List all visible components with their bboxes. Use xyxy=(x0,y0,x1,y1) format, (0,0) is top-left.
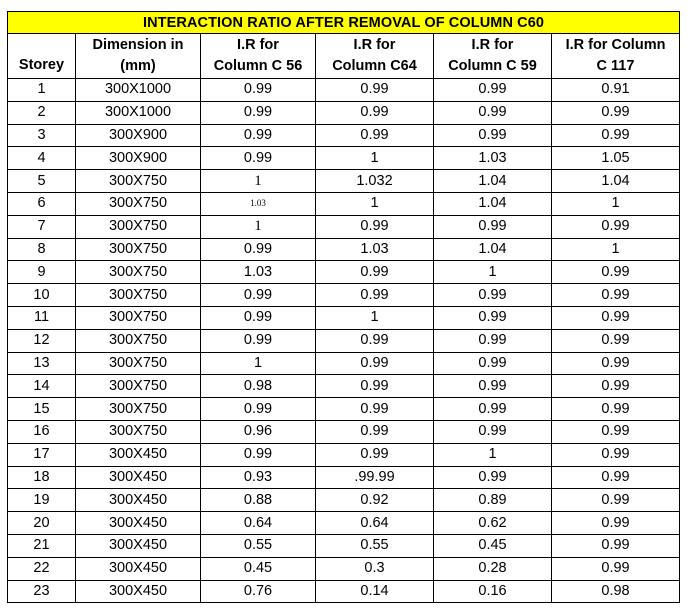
ir-c59-cell: 1 xyxy=(434,443,552,466)
ir-c117-cell: 0.99 xyxy=(552,261,680,284)
ir-c59-cell: 0.16 xyxy=(434,580,552,603)
ir-c117-cell: 0.99 xyxy=(552,284,680,307)
table-row xyxy=(8,375,680,398)
ir-c64-header xyxy=(316,34,434,79)
ir-c56-cell: 0.99 xyxy=(201,101,316,124)
table-row xyxy=(8,329,680,352)
header-row xyxy=(8,34,680,79)
ir-c56-cell: 0.99 xyxy=(201,306,316,329)
ir-c117-cell: 0.91 xyxy=(552,79,680,102)
ir-c117-cell: 0.99 xyxy=(552,443,680,466)
header-line: Column C 56 xyxy=(213,58,303,74)
table-row xyxy=(8,420,680,443)
ir-c59-cell: 0.89 xyxy=(434,489,552,512)
ir-c59-header xyxy=(434,34,552,79)
storey-cell: 2 xyxy=(8,101,76,124)
ir-c64-cell: 0.14 xyxy=(316,580,434,603)
ir-c59-cell: 0.99 xyxy=(434,79,552,102)
ir-c56-cell: 0.99 xyxy=(201,238,316,261)
ir-c59-cell: 0.62 xyxy=(434,512,552,535)
ir-c117-cell: 1 xyxy=(552,238,680,261)
storey-cell: 14 xyxy=(8,375,76,398)
dimension-header xyxy=(76,34,201,79)
ir-c117-cell: 0.99 xyxy=(552,215,680,238)
dimension-cell: 300X450 xyxy=(76,512,201,535)
storey-cell: 17 xyxy=(8,443,76,466)
ir-c117-cell: 0.99 xyxy=(552,466,680,489)
ir-c56-cell: 0.99 xyxy=(201,284,316,307)
header-line: I.R for Column xyxy=(565,37,666,53)
table-container xyxy=(7,11,680,603)
ir-c117-cell: 0.99 xyxy=(552,306,680,329)
ir-c117-cell: 0.99 xyxy=(552,420,680,443)
ir-c117-cell: 1 xyxy=(552,192,680,215)
ir-c64-cell: 0.99 xyxy=(316,352,434,375)
ir-c64-cell: 0.3 xyxy=(316,557,434,580)
ir-c64-cell: 0.99 xyxy=(316,124,434,147)
ir-c56-cell: 0.88 xyxy=(201,489,316,512)
ir-c56-cell: 1.03 xyxy=(201,192,316,215)
table-row xyxy=(8,398,680,421)
storey-cell: 7 xyxy=(8,215,76,238)
dimension-cell: 300X900 xyxy=(76,124,201,147)
storey-cell: 20 xyxy=(8,512,76,535)
storey-cell: 10 xyxy=(8,284,76,307)
dimension-cell: 300X450 xyxy=(76,557,201,580)
ir-c64-cell: 1 xyxy=(316,306,434,329)
table-row xyxy=(8,124,680,147)
dimension-cell: 300X750 xyxy=(76,192,201,215)
ir-c117-cell: 1.04 xyxy=(552,170,680,193)
table-row xyxy=(8,306,680,329)
header-line: I.R for xyxy=(471,37,514,53)
ir-c117-cell: 0.99 xyxy=(552,557,680,580)
ir-c56-cell: 1.03 xyxy=(201,261,316,284)
ir-c59-cell: 1.04 xyxy=(434,170,552,193)
header-line: I.R for xyxy=(237,37,279,53)
dimension-cell: 300X750 xyxy=(76,215,201,238)
table-title: INTERACTION RATIO AFTER REMOVAL OF COLUMN C60 xyxy=(8,12,680,34)
dimension-cell: 300X750 xyxy=(76,329,201,352)
dimension-cell: 300X450 xyxy=(76,534,201,557)
dimension-cell: 300X750 xyxy=(76,238,201,261)
table-row xyxy=(8,534,680,557)
ir-c64-cell: 0.99 xyxy=(316,261,434,284)
ir-c59-cell: 0.28 xyxy=(434,557,552,580)
dimension-cell: 300X750 xyxy=(76,306,201,329)
ir-c59-cell: 0.99 xyxy=(434,420,552,443)
ir-c56-cell: 0.99 xyxy=(201,398,316,421)
title-row xyxy=(8,12,680,34)
ir-c56-cell: 0.98 xyxy=(201,375,316,398)
ir-c64-cell: 0.99 xyxy=(316,215,434,238)
ir-c56-cell: 0.99 xyxy=(201,443,316,466)
storey-cell: 16 xyxy=(8,420,76,443)
storey-cell: 8 xyxy=(8,238,76,261)
ir-c117-cell: 0.99 xyxy=(552,101,680,124)
header-line: (mm) xyxy=(120,58,156,74)
ir-c56-cell: 0.45 xyxy=(201,557,316,580)
ir-c56-cell: 0.99 xyxy=(201,147,316,170)
table-row xyxy=(8,215,680,238)
ir-c117-cell: 0.99 xyxy=(552,352,680,375)
ir-c59-cell: 0.99 xyxy=(434,398,552,421)
ir-c117-cell: 0.99 xyxy=(552,489,680,512)
ir-c64-cell: 0.55 xyxy=(316,534,434,557)
table-row xyxy=(8,512,680,535)
dimension-cell: 300X450 xyxy=(76,489,201,512)
table-row xyxy=(8,170,680,193)
storey-cell: 22 xyxy=(8,557,76,580)
header-line: C 117 xyxy=(596,58,635,74)
ir-c56-cell: 0.99 xyxy=(201,79,316,102)
table-row xyxy=(8,284,680,307)
header-line: Column C64 xyxy=(332,58,417,74)
ir-c64-cell: 1 xyxy=(316,192,434,215)
table-row xyxy=(8,147,680,170)
ir-c56-cell: 0.99 xyxy=(201,329,316,352)
dimension-cell: 300X1000 xyxy=(76,79,201,102)
ir-c64-cell: 1.032 xyxy=(316,170,434,193)
dimension-cell: 300X900 xyxy=(76,147,201,170)
ir-c117-cell: 0.99 xyxy=(552,329,680,352)
storey-cell: 9 xyxy=(8,261,76,284)
table-row xyxy=(8,443,680,466)
table-row xyxy=(8,580,680,603)
storey-cell: 6 xyxy=(8,192,76,215)
ir-c56-cell: 0.96 xyxy=(201,420,316,443)
ir-c64-cell: .99.99 xyxy=(316,466,434,489)
ir-c59-cell: 1.04 xyxy=(434,192,552,215)
ir-c64-cell: 1.03 xyxy=(316,238,434,261)
table-row xyxy=(8,557,680,580)
ir-c117-cell: 1.05 xyxy=(552,147,680,170)
ir-c56-cell: 1 xyxy=(201,215,316,238)
ir-c64-cell: 0.64 xyxy=(316,512,434,535)
ir-c117-cell: 0.99 xyxy=(552,124,680,147)
ir-c59-cell: 0.99 xyxy=(434,101,552,124)
table-row xyxy=(8,489,680,512)
dimension-cell: 300X450 xyxy=(76,466,201,489)
ir-c59-cell: 0.99 xyxy=(434,215,552,238)
ir-c59-cell: 1.04 xyxy=(434,238,552,261)
header-line: Dimension in xyxy=(92,37,184,53)
ir-c59-cell: 0.99 xyxy=(434,329,552,352)
ir-c64-cell: 0.99 xyxy=(316,420,434,443)
ir-c59-cell: 1.03 xyxy=(434,147,552,170)
ir-c64-cell: 0.99 xyxy=(316,443,434,466)
header-line: Column C 59 xyxy=(448,58,537,74)
dimension-cell: 300X750 xyxy=(76,375,201,398)
table-row xyxy=(8,261,680,284)
header-line: Storey xyxy=(18,57,65,73)
interaction-ratio-table xyxy=(7,11,680,603)
ir-c59-cell: 0.99 xyxy=(434,352,552,375)
table-row xyxy=(8,101,680,124)
table-row xyxy=(8,466,680,489)
ir-c64-cell: 1 xyxy=(316,147,434,170)
ir-c56-cell: 0.99 xyxy=(201,124,316,147)
storey-cell: 21 xyxy=(8,534,76,557)
ir-c56-cell: 0.55 xyxy=(201,534,316,557)
ir-c117-cell: 0.99 xyxy=(552,534,680,557)
storey-cell: 12 xyxy=(8,329,76,352)
ir-c56-cell: 1 xyxy=(201,352,316,375)
dimension-cell: 300X450 xyxy=(76,443,201,466)
ir-c117-cell: 0.98 xyxy=(552,580,680,603)
storey-cell: 11 xyxy=(8,306,76,329)
table-body xyxy=(8,79,680,603)
storey-cell: 3 xyxy=(8,124,76,147)
ir-c117-cell: 0.99 xyxy=(552,512,680,535)
storey-header xyxy=(8,34,76,79)
ir-c64-cell: 0.99 xyxy=(316,329,434,352)
dimension-cell: 300X750 xyxy=(76,352,201,375)
ir-c64-cell: 0.99 xyxy=(316,79,434,102)
ir-c59-cell: 0.99 xyxy=(434,306,552,329)
storey-cell: 23 xyxy=(8,580,76,603)
ir-c64-cell: 0.99 xyxy=(316,101,434,124)
table-row xyxy=(8,238,680,261)
header-line: I.R for xyxy=(353,37,396,53)
ir-c64-cell: 0.92 xyxy=(316,489,434,512)
ir-c56-cell: 1 xyxy=(201,170,316,193)
dimension-cell: 300X1000 xyxy=(76,101,201,124)
ir-c59-cell: 0.99 xyxy=(434,466,552,489)
ir-c56-header xyxy=(201,34,316,79)
ir-c117-cell: 0.99 xyxy=(552,375,680,398)
storey-cell: 13 xyxy=(8,352,76,375)
dimension-cell: 300X750 xyxy=(76,170,201,193)
ir-c64-cell: 0.99 xyxy=(316,284,434,307)
ir-c117-cell: 0.99 xyxy=(552,398,680,421)
ir-c56-cell: 0.64 xyxy=(201,512,316,535)
dimension-cell: 300X750 xyxy=(76,261,201,284)
ir-c117-header xyxy=(552,34,680,79)
storey-cell: 19 xyxy=(8,489,76,512)
storey-cell: 18 xyxy=(8,466,76,489)
dimension-cell: 300X750 xyxy=(76,398,201,421)
ir-c56-cell: 0.76 xyxy=(201,580,316,603)
ir-c59-cell: 0.99 xyxy=(434,124,552,147)
storey-cell: 5 xyxy=(8,170,76,193)
ir-c64-cell: 0.99 xyxy=(316,375,434,398)
ir-c59-cell: 1 xyxy=(434,261,552,284)
storey-cell: 4 xyxy=(8,147,76,170)
ir-c56-cell: 0.93 xyxy=(201,466,316,489)
table-row xyxy=(8,352,680,375)
ir-c59-cell: 0.99 xyxy=(434,375,552,398)
ir-c59-cell: 0.45 xyxy=(434,534,552,557)
table-row xyxy=(8,79,680,102)
storey-cell: 15 xyxy=(8,398,76,421)
ir-c59-cell: 0.99 xyxy=(434,284,552,307)
storey-cell: 1 xyxy=(8,79,76,102)
dimension-cell: 300X450 xyxy=(76,580,201,603)
ir-c64-cell: 0.99 xyxy=(316,398,434,421)
dimension-cell: 300X750 xyxy=(76,420,201,443)
table-row xyxy=(8,192,680,215)
dimension-cell: 300X750 xyxy=(76,284,201,307)
